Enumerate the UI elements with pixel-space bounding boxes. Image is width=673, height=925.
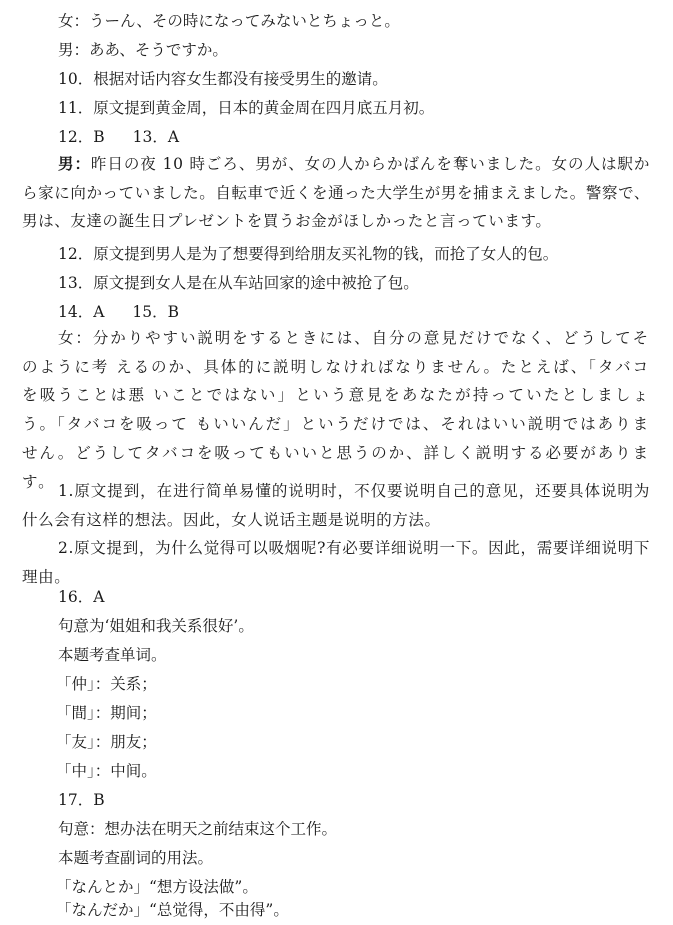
adverb-item-1: 「なんとか」“想方设法做”。 xyxy=(56,878,258,896)
vocab-item-3: 「友」：朋友； xyxy=(56,733,157,751)
answer-key-16: 16．A xyxy=(58,588,105,606)
sentence-meaning-16: 句意为‘姐姐和我关系很好’。 xyxy=(58,617,254,635)
dialogue-line-man: 男：ああ、そうですか。 xyxy=(58,41,228,59)
topic-note-16: 本题考查单词。 xyxy=(58,646,167,664)
answer-explanation-12: 12．原文提到男人是为了想要得到给朋友买礼物的钱，而抢了女人的包。 xyxy=(58,245,559,263)
dialogue-line-woman: 女：うーん、その時になってみないとちょっと。 xyxy=(58,12,400,30)
answer-explanation-10: 10．根据对话内容女生都没有接受男生的邀请。 xyxy=(58,70,388,88)
answer-13: 13．A xyxy=(132,128,180,146)
topic-note-17: 本题考查副词的用法。 xyxy=(58,849,214,867)
speaker-label: 男： xyxy=(58,154,91,173)
answer-key-17: 17．B xyxy=(58,791,105,809)
vocab-item-4: 「中」：中间。 xyxy=(56,762,157,780)
vocab-item-2: 「間」：期间； xyxy=(56,704,157,722)
vocab-item-1: 「仲」：关系； xyxy=(56,675,157,693)
transcript-text: 昨日の夜 10 時ごろ、男が、女の人からかばんを奪いました。女の人は駅から家に向かっていました。自転車で近くを通った大学生が男を捕まえました。警察で、男は、友達の誕生日プレゼントを買うお金がほしかったと言っています。 xyxy=(22,155,650,231)
answer-explanation-13: 13．原文提到女人是在从车站回家的途中被抢了包。 xyxy=(58,274,419,292)
answer-key-14-15 xyxy=(58,301,179,323)
adverb-item-2: 「なんだか」“总觉得，不由得”。 xyxy=(56,901,289,919)
answer-14: 14．A xyxy=(58,303,105,321)
explanation-paragraph-2: 2.原文提到，为什么觉得可以吸烟呢?有必要详细说明一下。因此，需要详细说明下理由。 xyxy=(22,539,650,586)
answer-explanation-11: 11．原文提到黄金周，日本的黄金周在四月底五月初。 xyxy=(58,99,435,117)
explanation-paragraph-1: 1.原文提到，在进行简单易懂的说明时，不仅要说明自己的意见，还要具体说明为什么会有这样的想法。因此，女人说话主题是说明的方法。 xyxy=(22,482,650,529)
transcript-paragraph-woman: 女：分かりやすい説明をするときには、自分の意見だけでなく、どうしてそのように考 えるのか、具体的に説明しなければなりません。たとえば、「タバコを吸うことは悪 いことではない」という意見をあなたが持っていたとしましょう。「タバコを吸って もいいんだ」というだけでは、それはいい説明ではありません。どうしてタバコを吸ってもいいと思うのか、詳しく説明する必要があります。 xyxy=(22,329,650,491)
answer-key-12-13 xyxy=(58,126,179,148)
answer-15: 15．B xyxy=(132,303,180,321)
sentence-meaning-17: 句意：想办法在明天之前结束这个工作。 xyxy=(58,820,338,838)
answer-12: 12．B xyxy=(58,128,105,146)
transcript-paragraph-man xyxy=(22,150,650,236)
